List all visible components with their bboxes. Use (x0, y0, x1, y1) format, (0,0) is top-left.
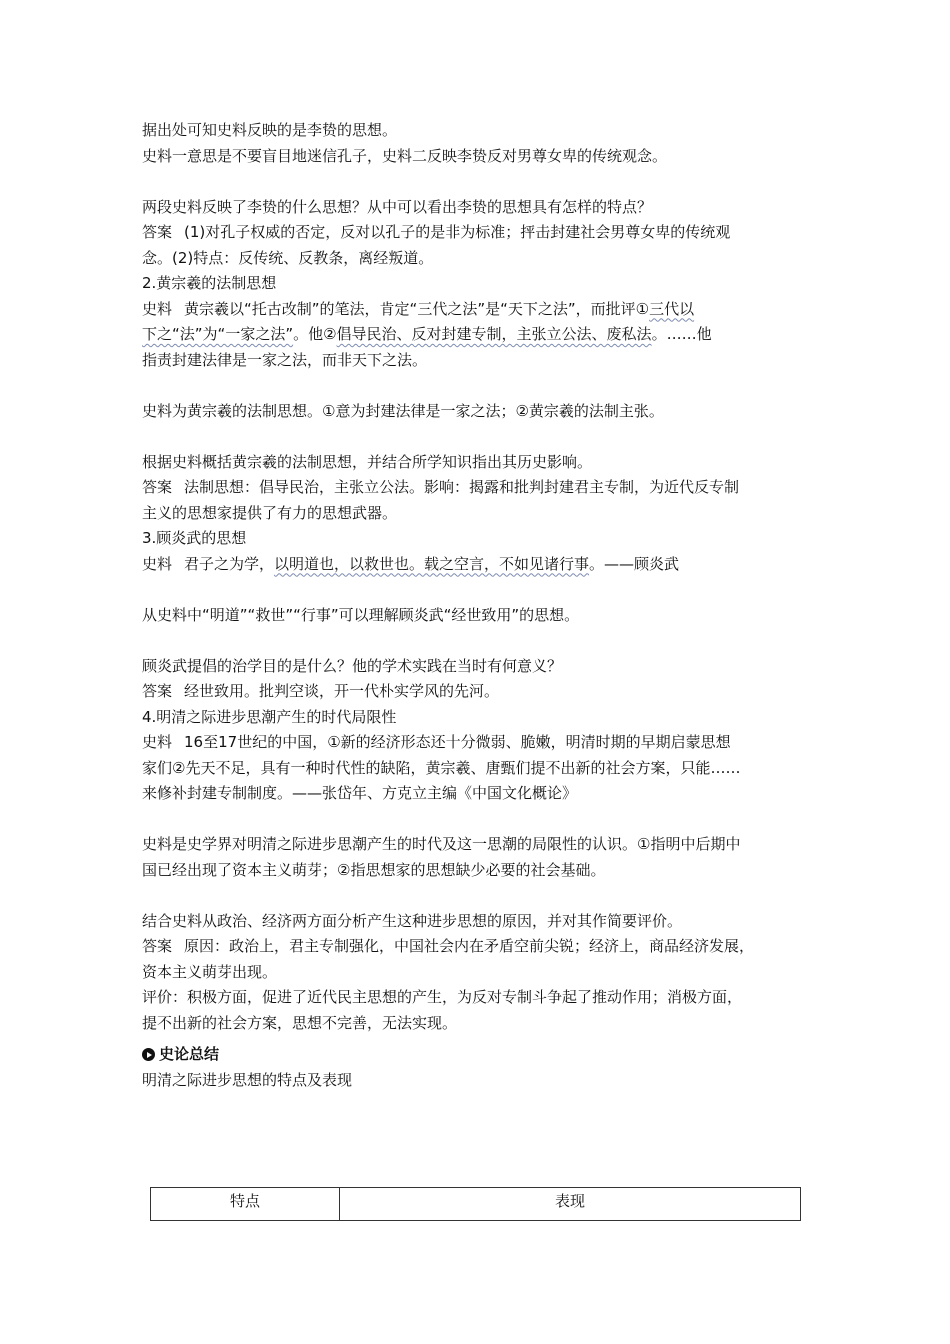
text-line: 资本主义萌芽出现。 (142, 962, 278, 981)
underlined-text: 以明道也，以救世也。载之空言，不如见诸行事 (274, 554, 590, 573)
answer-line: 答案 原因：政治上，君主专制强化，中国社会内在矛盾空前尖锐；经济上，商品经济发展， (142, 934, 812, 960)
source-label: 史料 (142, 299, 173, 318)
source-line: 史料 黄宗羲以“托古改制”的笔法，肯定“三代之法”是“天下之法”，而批评①三代以 (142, 297, 812, 323)
table-header-traits: 特点 (151, 1188, 340, 1221)
answer-line: 答案 (1)对孔子权威的否定，反对以孔子的是非为标准；抨击封建社会男尊女卑的传统观 (142, 220, 812, 246)
question-line: 顾炎武提倡的治学目的是什么？他的学术实践在当时有何意义？ (142, 656, 563, 675)
source-line: 史料 君子之为学，以明道也，以救世也。载之空言，不如见诸行事。——顾炎武 (142, 552, 812, 578)
section-heading: 2.黄宗羲的法制思想 (142, 274, 277, 292)
text-line: 据出处可知史料反映的是李贽的思想。 (142, 121, 398, 139)
source-line: 史料 16至17世纪的中国，①新的经济形态还十分微弱、脆嫩，明清时期的早期启蒙思想 (142, 730, 812, 756)
answer-label: 答案 (142, 937, 173, 955)
analysis-line: 国已经出现了资本主义萌芽；②指思想家的思想缺少必要的社会基础。 (142, 860, 606, 879)
table-header-manifestation: 表现 (340, 1188, 801, 1221)
text-line: 念。(2)特点：反传统、反教条，离经叛道。 (142, 248, 434, 267)
section-heading: 3.顾炎武的思想 (142, 529, 247, 547)
answer-label: 答案 (142, 223, 173, 241)
source-label: 史料 (142, 554, 173, 573)
analysis-line: 史料是史学界对明清之际进步思潮产生的时代及这一思潮的局限性的认识。①指明中后期中 (142, 835, 741, 853)
section-heading: 4.明清之际进步思潮产生的时代局限性 (142, 707, 397, 726)
source-line: 下之“法”为“一家之法”。他②倡导民治、反对封建专制，主张立公法、废私法。……他 (142, 325, 712, 343)
question-line: 结合史料从政治、经济两方面分析产生这种进步思想的原因，并对其作简要评价。 (142, 911, 683, 930)
summary-heading: 史论总结 (142, 1042, 812, 1068)
answer-label: 答案 (142, 478, 173, 496)
answer-line: 答案 法制思想：倡导民治，主张立公法。影响：揭露和批判封建君主专制，为近代反专制 (142, 475, 812, 501)
document-body (142, 118, 812, 1093)
text-line: 史料一意思是不要盲目地迷信孔子，史料二反映李贽反对男尊女卑的传统观念。 (142, 146, 668, 165)
play-circle-icon (142, 1048, 155, 1061)
text-line: 提不出新的社会方案，思想不完善，无法实现。 (142, 1013, 458, 1032)
text-line: 家们②先天不足，具有一种时代性的缺陷，黄宗羲、唐甄们提不出新的社会方案，只能…… (142, 758, 741, 777)
answer-label: 答案 (142, 682, 173, 700)
source-label: 史料 (142, 733, 173, 751)
question-line: 根据史料概括黄宗羲的法制思想，并结合所学知识指出其历史影响。 (142, 452, 593, 471)
underlined-text: 三代以 (649, 299, 695, 318)
analysis-line: 从史料中“明道”“救世”“行事”可以理解顾炎武“经世致用”的思想。 (142, 605, 580, 624)
answer-line: 答案 经世致用。批判空谈，开一代朴实学风的先河。 (142, 679, 812, 705)
summary-table (150, 1187, 801, 1221)
text-line: 指责封建法律是一家之法，而非天下之法。 (142, 350, 428, 369)
underlined-text: 倡导民治、反对封建专制，主张立公法、废私法 (336, 325, 652, 343)
text-line: 来修补封建专制制度。——张岱年、方克立主编《中国文化概论》 (142, 784, 578, 802)
underlined-text: 下之“法”为“一家之法” (142, 325, 294, 343)
text-line: 主义的思想家提供了有力的思想武器。 (142, 503, 398, 522)
summary-subtitle: 明清之际进步思想的特点及表现 (142, 1070, 353, 1089)
text-line: 评价：积极方面，促进了近代民主思想的产生，为反对专制斗争起了推动作用；消极方面， (142, 988, 743, 1006)
question-line: 两段史料反映了李贽的什么思想？从中可以看出李贽的思想具有怎样的特点？ (142, 197, 653, 216)
table-header-row (151, 1188, 801, 1221)
analysis-line: 史料为黄宗羲的法制思想。①意为封建法律是一家之法；②黄宗羲的法制主张。 (142, 401, 664, 420)
